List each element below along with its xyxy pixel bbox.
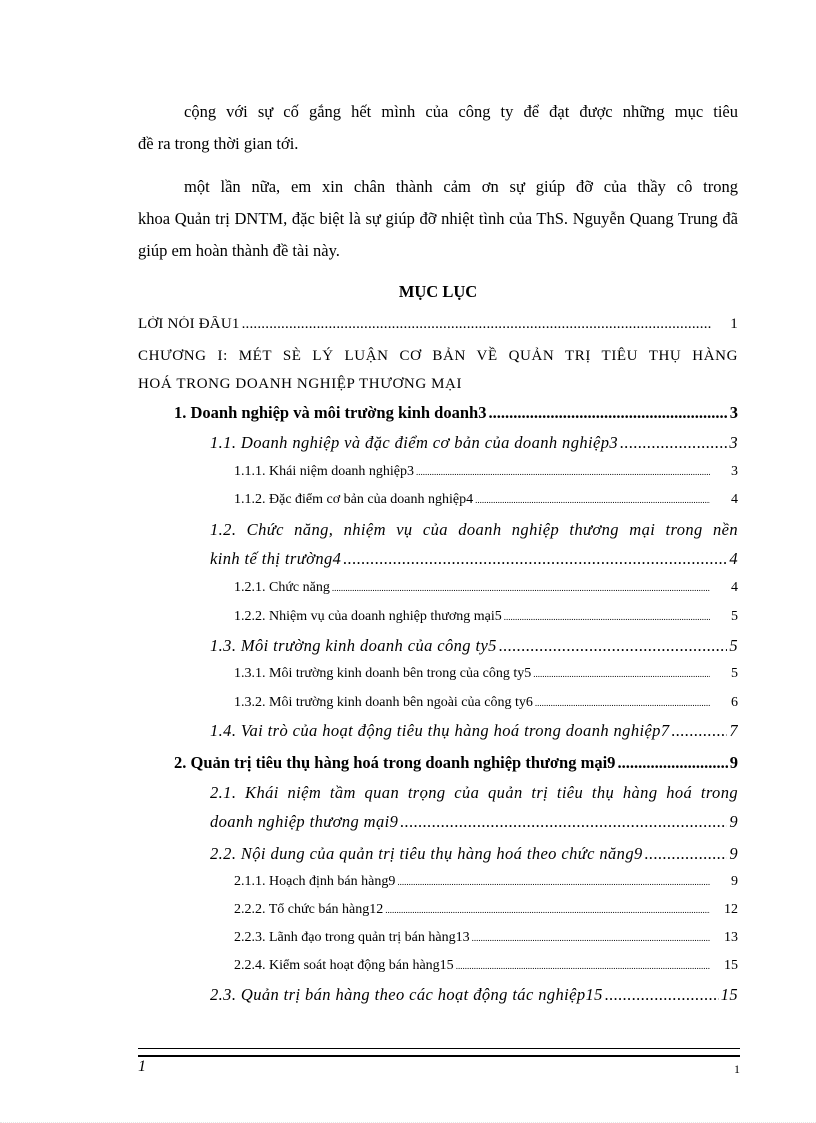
toc-entry[interactable]	[210, 844, 738, 864]
toc-entry-text: 1.4. Vai trò của hoạt động tiêu thụ hàng hoá trong doanh nghiệp7	[210, 721, 670, 740]
toc-entry-text: 1.3.2. Môi trường kinh doanh bên ngoài của công ty6	[234, 695, 533, 710]
toc-entry-page: 9	[729, 844, 738, 863]
toc-leader	[385, 905, 710, 915]
toc-leader	[416, 467, 710, 477]
toc-leader	[332, 583, 710, 593]
toc-leader	[343, 549, 727, 569]
toc-entry[interactable]	[210, 721, 738, 741]
toc-leader	[499, 636, 728, 656]
toc-entry[interactable]	[210, 812, 738, 832]
toc-entry[interactable]	[210, 636, 738, 656]
toc-entry-text: 1. Doanh nghiệp và môi trường kinh doanh3	[174, 403, 487, 422]
toc-entry-page: 3	[729, 403, 738, 422]
toc-entry-page: 5	[731, 666, 738, 681]
toc-entry-text: LỜI NÓI ĐẦU1	[138, 316, 240, 332]
toc-entry-text: 1.2.2. Nhiệm vụ của doanh nghiệp thương mại5	[234, 609, 502, 624]
thanks-paragraph	[138, 171, 738, 267]
toc-entry[interactable]	[234, 958, 738, 974]
toc-entry-page: 9	[731, 874, 738, 889]
toc-entry-page: 7	[729, 721, 738, 740]
toc-leader	[475, 495, 710, 505]
toc-entry-page: 5	[731, 609, 738, 624]
toc-entry[interactable]	[234, 464, 738, 480]
toc-entry[interactable]	[210, 985, 738, 1005]
toc-title: MỤC LỤC	[398, 282, 478, 301]
toc-entry[interactable]	[174, 753, 738, 773]
toc-leader	[671, 721, 727, 741]
toc-entry-page: 15	[720, 985, 738, 1004]
thanks-paragraph-rest: khoa Quản trị DNTM, đặc biệt là sự giúp đỡ nhiệt tình của ThS. Nguyễn Quang Trung đã giúp em hoàn thành đề tài này.	[138, 209, 738, 260]
toc-entry-page: 4	[729, 549, 738, 568]
toc-entry[interactable]	[234, 609, 738, 625]
toc-entry-page: 5	[729, 636, 738, 655]
toc-leader	[242, 316, 712, 333]
toc-entry-text: 1.3. Môi trường kinh doanh của công ty5	[210, 636, 497, 655]
footer-page-number-right: 1	[734, 1062, 740, 1076]
toc-entry[interactable]	[234, 902, 738, 918]
toc-leader	[535, 698, 710, 708]
toc-leader	[533, 669, 710, 679]
toc-entry-page: 3	[731, 464, 738, 479]
toc-leader	[400, 812, 727, 832]
thanks-paragraph-line-1: một lần nữa, em xin chân thành cảm ơn sự giúp đỡ của thầy cô trong	[184, 177, 738, 196]
toc-leader	[504, 612, 710, 622]
toc-entry-text: 1.1.2. Đặc điểm cơ bản của doanh nghiệp4	[234, 492, 474, 507]
toc-entry[interactable]	[210, 433, 738, 453]
toc-entry-page: 15	[724, 958, 738, 973]
toc-leader	[645, 844, 728, 864]
toc-entry[interactable]	[138, 316, 738, 333]
toc-entry-page: 3	[729, 433, 738, 452]
toc-entry-text-line-2: kinh tế thị trường4	[210, 549, 342, 568]
toc-leader	[456, 961, 710, 971]
toc-entry-page: 1	[730, 316, 738, 332]
toc-entry-chapter[interactable]	[138, 342, 738, 398]
toc-entry-text: 2.1.1. Hoạch định bán hàng9	[234, 874, 396, 889]
closing-paragraph-line-2: đề ra trong thời gian tới.	[138, 134, 299, 153]
toc-entry[interactable]	[210, 549, 738, 569]
toc-entry-page: 4	[731, 492, 738, 507]
toc-entry-page: 4	[731, 580, 738, 595]
toc-entry-text: 1.1.1. Khái niệm doanh nghiệp3	[234, 464, 415, 479]
toc-entry-text: 2.2.2. Tổ chức bán hàng12	[234, 902, 384, 917]
toc-entry-text: 2.2.4. Kiểm soát hoạt động bán hàng15	[234, 958, 454, 973]
toc-entry-text: 1.1. Doanh nghiệp và đặc điểm cơ bản của doanh nghiệp3	[210, 433, 619, 452]
toc-leader	[488, 403, 727, 423]
toc-leader	[617, 753, 727, 773]
toc-entry-text: 1.2.1. Chức năng	[234, 580, 330, 595]
toc-entry[interactable]	[234, 666, 738, 682]
toc-leader	[605, 985, 719, 1005]
toc-entry-page: 6	[731, 695, 738, 710]
toc-leader	[472, 933, 710, 943]
toc-entry-text-line-2: doanh nghiệp thương mại9	[210, 812, 399, 831]
toc-entry-text: 2.3. Quản trị bán hàng theo các hoạt động tác nghiệp15	[210, 985, 603, 1004]
closing-paragraph-line-1: cộng với sự cố gắng hết mình của công ty để đạt được những mục tiêu	[184, 102, 738, 121]
toc-entry[interactable]	[234, 695, 738, 711]
toc-entry[interactable]	[234, 874, 738, 890]
toc-entry-text: 2.2. Nội dung của quản trị tiêu thụ hàng hoá theo chức năng9	[210, 844, 643, 863]
toc-entry-page: 13	[724, 930, 738, 945]
toc-entry[interactable]	[174, 403, 738, 423]
toc-leader	[397, 877, 710, 887]
toc-entry-text: 1.3.1. Môi trường kinh doanh bên trong của công ty5	[234, 666, 532, 681]
toc-entry-text: 2. Quản trị tiêu thụ hàng hoá trong doanh nghiệp thương mại9	[174, 753, 616, 772]
toc-entry-page: 12	[724, 902, 738, 917]
toc-entry-page: 9	[729, 753, 738, 772]
toc-entry-text-line-2: HOÁ TRONG DOANH NGHIỆP THƯƠNG MẠI	[138, 376, 463, 392]
toc-entry[interactable]	[234, 930, 738, 946]
toc-entry-text-line-1: 1.2. Chức năng, nhiệm vụ của doanh nghiệp thương mại trong nền	[210, 520, 738, 539]
toc-leader	[620, 433, 727, 453]
toc-entry[interactable]	[234, 492, 738, 508]
toc-entry[interactable]	[234, 580, 738, 596]
footer-divider	[138, 1048, 740, 1057]
footer-page-number-left: 1	[138, 1058, 146, 1075]
closing-paragraph	[138, 96, 738, 160]
toc-entry-text-line-1: 2.1. Khái niệm tầm quan trọng của quản trị tiêu thụ hàng hoá trong	[210, 783, 738, 802]
toc-entry-wrapped[interactable]	[210, 514, 738, 545]
toc-entry-text-line-1: CHƯƠNG I: MÉT SÈ LÝ LUẬN CƠ BẢN VỀ QUẢN TRỊ TIÊU THỤ HÀNG	[138, 348, 738, 364]
toc-entry-text: 2.2.3. Lãnh đạo trong quản trị bán hàng13	[234, 930, 470, 945]
toc-entry-page: 9	[729, 812, 738, 831]
toc-entry-wrapped[interactable]	[210, 777, 738, 808]
